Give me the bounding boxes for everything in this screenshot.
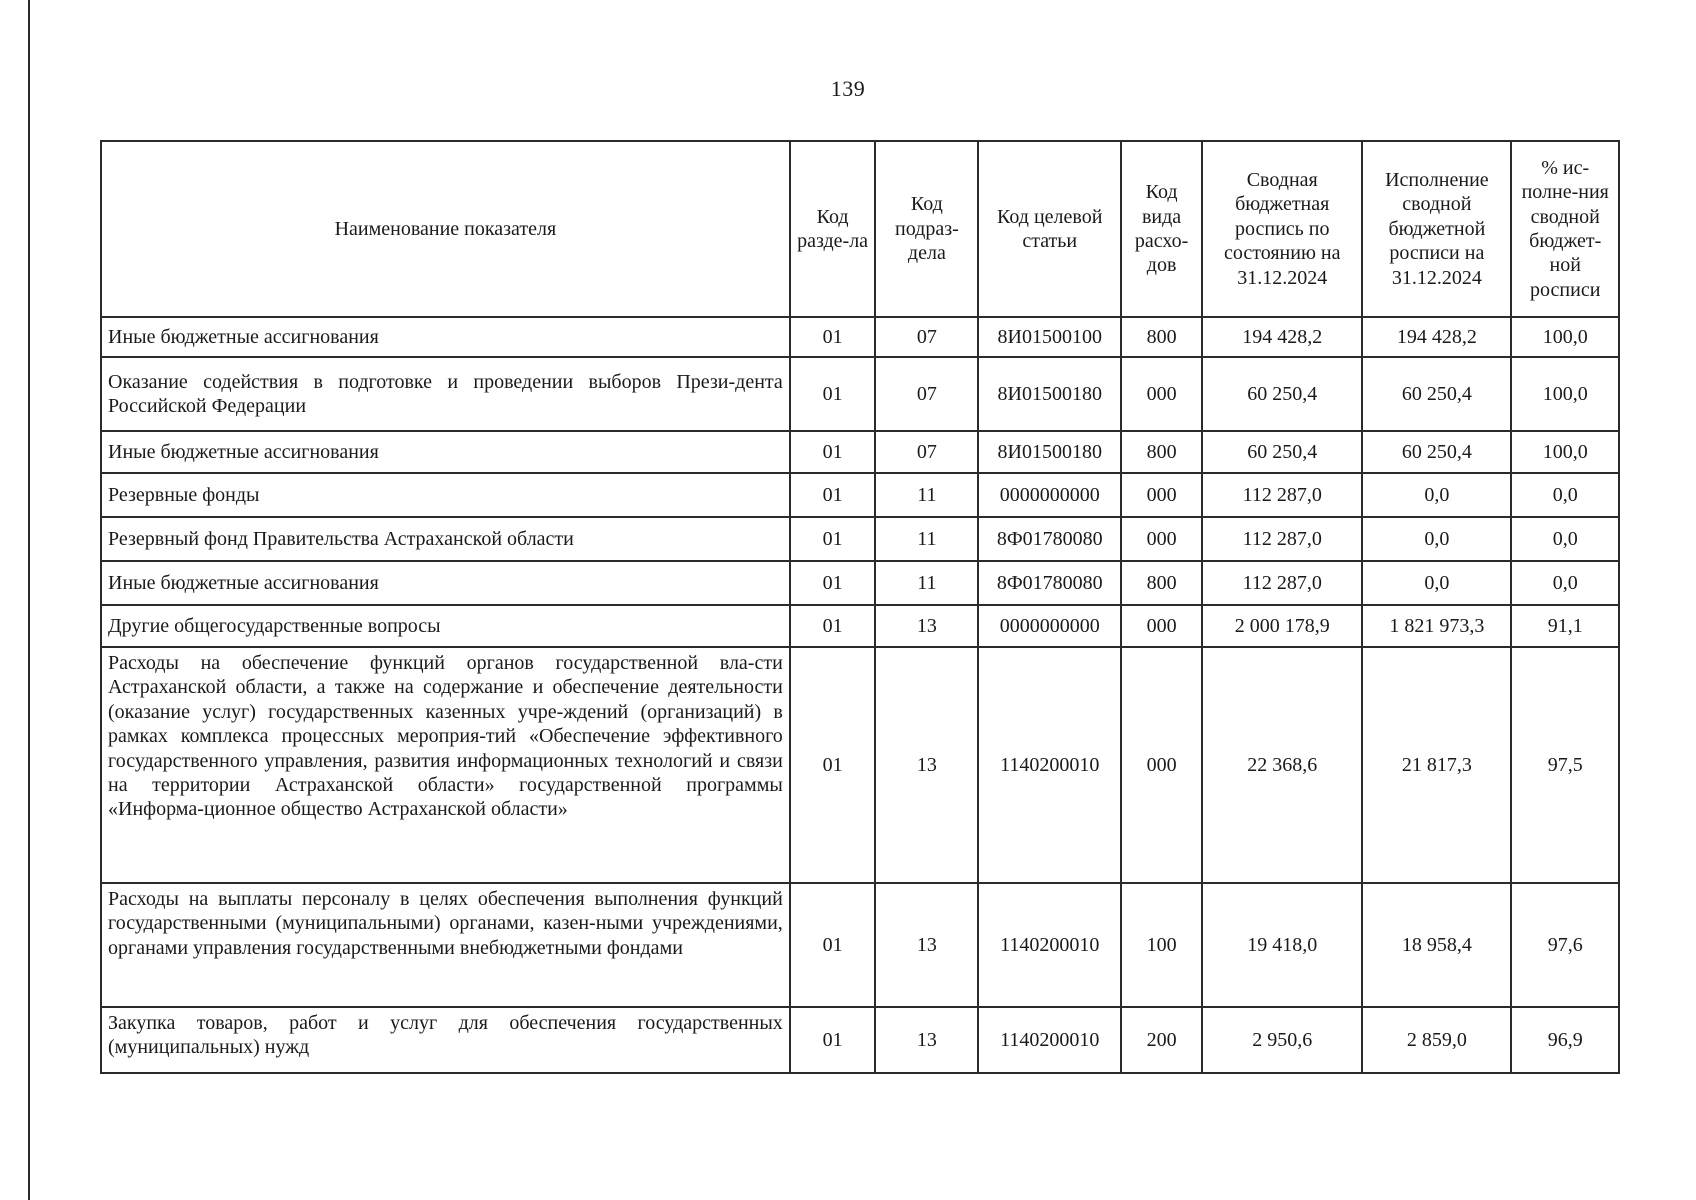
row-planned: 2 950,6	[1202, 1007, 1362, 1073]
row-executed: 2 859,0	[1362, 1007, 1511, 1073]
row-name: Расходы на выплаты персоналу в целях обеспечения выполнения функций государственными (муниципальными) органами, казен-ными учреждениями, органами управления государственными внебюджетными фондами	[101, 883, 790, 1007]
table-row	[101, 517, 1619, 561]
row-executed: 18 958,4	[1362, 883, 1511, 1007]
row-percent: 100,0	[1511, 357, 1619, 431]
row-target: 8И01500180	[978, 431, 1121, 473]
row-name: Резервные фонды	[101, 473, 790, 517]
row-name: Иные бюджетные ассигнования	[101, 317, 790, 357]
row-subsection: 07	[875, 317, 978, 357]
row-expense-type: 000	[1121, 473, 1202, 517]
row-name: Иные бюджетные ассигнования	[101, 431, 790, 473]
row-executed: 0,0	[1362, 517, 1511, 561]
row-subsection: 07	[875, 357, 978, 431]
row-subsection: 07	[875, 431, 978, 473]
row-subsection: 13	[875, 883, 978, 1007]
row-section: 01	[790, 561, 876, 605]
row-target: 1140200010	[978, 883, 1121, 1007]
row-percent: 91,1	[1511, 605, 1619, 647]
table-row	[101, 357, 1619, 431]
page-number: 139	[830, 76, 866, 101]
header-target-code: Код целевой статьи	[978, 141, 1121, 317]
row-subsection: 11	[875, 473, 978, 517]
row-target: 8И01500180	[978, 357, 1121, 431]
row-planned: 194 428,2	[1202, 317, 1362, 357]
row-percent: 97,6	[1511, 883, 1619, 1007]
row-executed: 0,0	[1362, 561, 1511, 605]
row-name: Другие общегосударственные вопросы	[101, 605, 790, 647]
row-target: 8Ф01780080	[978, 561, 1121, 605]
row-section: 01	[790, 431, 876, 473]
row-name: Оказание содействия в подготовке и проведении выборов Прези-дента Российской Федерации	[101, 357, 790, 431]
row-expense-type: 800	[1121, 317, 1202, 357]
header-subsection-code: Код подраз-дела	[875, 141, 978, 317]
table-row	[101, 561, 1619, 605]
row-executed: 194 428,2	[1362, 317, 1511, 357]
header-name: Наименование показателя	[101, 141, 790, 317]
row-executed: 1 821 973,3	[1362, 605, 1511, 647]
row-planned: 2 000 178,9	[1202, 605, 1362, 647]
row-section: 01	[790, 1007, 876, 1073]
header-executed: Исполнение сводной бюджетной росписи на 31.12.2024	[1362, 141, 1511, 317]
row-section: 01	[790, 605, 876, 647]
row-subsection: 13	[875, 647, 978, 883]
table-row	[101, 883, 1619, 1007]
row-planned: 112 287,0	[1202, 561, 1362, 605]
row-subsection: 13	[875, 1007, 978, 1073]
row-percent: 0,0	[1511, 561, 1619, 605]
table-header-row	[101, 141, 1619, 317]
row-expense-type: 000	[1121, 647, 1202, 883]
header-expense-type-code: Код вида расхо-дов	[1121, 141, 1202, 317]
header-section-code: Код разде-ла	[790, 141, 876, 317]
table-row	[101, 605, 1619, 647]
row-expense-type: 800	[1121, 561, 1202, 605]
header-percent: % ис-полне-ния сводной бюджет-ной росписи	[1511, 141, 1619, 317]
row-section: 01	[790, 357, 876, 431]
row-executed: 21 817,3	[1362, 647, 1511, 883]
row-planned: 60 250,4	[1202, 431, 1362, 473]
row-name: Расходы на обеспечение функций органов государственной вла-сти Астраханской области, а также на содержание и обеспечение деятельности (оказание услуг) государственных казенных учре-ждений (организаций) в рамках комплекса процессных мероприя-тий «Обеспечение эффективного государственного управления, развития информационных технологий и связи на территории Астраханской области» государственной программы «Информа-ционное общество Астраханской области»	[101, 647, 790, 883]
row-target: 8И01500100	[978, 317, 1121, 357]
row-target: 1140200010	[978, 647, 1121, 883]
row-planned: 22 368,6	[1202, 647, 1362, 883]
table-row	[101, 1007, 1619, 1073]
row-percent: 97,5	[1511, 647, 1619, 883]
row-subsection: 11	[875, 561, 978, 605]
row-expense-type: 000	[1121, 357, 1202, 431]
row-section: 01	[790, 317, 876, 357]
header-planned: Сводная бюджетная роспись по состоянию на 31.12.2024	[1202, 141, 1362, 317]
row-target: 8Ф01780080	[978, 517, 1121, 561]
row-subsection: 11	[875, 517, 978, 561]
row-percent: 0,0	[1511, 473, 1619, 517]
row-target: 0000000000	[978, 605, 1121, 647]
row-section: 01	[790, 647, 876, 883]
row-expense-type: 000	[1121, 605, 1202, 647]
table-row	[101, 431, 1619, 473]
row-executed: 0,0	[1362, 473, 1511, 517]
row-percent: 0,0	[1511, 517, 1619, 561]
row-expense-type: 800	[1121, 431, 1202, 473]
row-expense-type: 100	[1121, 883, 1202, 1007]
row-expense-type: 000	[1121, 517, 1202, 561]
page-left-rule	[28, 0, 30, 1200]
row-section: 01	[790, 883, 876, 1007]
row-planned: 60 250,4	[1202, 357, 1362, 431]
table-row	[101, 647, 1619, 883]
table-row	[101, 317, 1619, 357]
row-subsection: 13	[875, 605, 978, 647]
row-percent: 100,0	[1511, 431, 1619, 473]
row-name: Резервный фонд Правительства Астраханской области	[101, 517, 790, 561]
row-executed: 60 250,4	[1362, 357, 1511, 431]
table-row	[101, 473, 1619, 517]
row-percent: 96,9	[1511, 1007, 1619, 1073]
row-planned: 112 287,0	[1202, 473, 1362, 517]
budget-table	[100, 140, 1620, 1074]
row-planned: 112 287,0	[1202, 517, 1362, 561]
row-name: Закупка товаров, работ и услуг для обеспечения государственных (муниципальных) нужд	[101, 1007, 790, 1073]
row-name: Иные бюджетные ассигнования	[101, 561, 790, 605]
row-expense-type: 200	[1121, 1007, 1202, 1073]
row-executed: 60 250,4	[1362, 431, 1511, 473]
row-target: 1140200010	[978, 1007, 1121, 1073]
row-section: 01	[790, 517, 876, 561]
row-section: 01	[790, 473, 876, 517]
row-percent: 100,0	[1511, 317, 1619, 357]
row-target: 0000000000	[978, 473, 1121, 517]
row-planned: 19 418,0	[1202, 883, 1362, 1007]
